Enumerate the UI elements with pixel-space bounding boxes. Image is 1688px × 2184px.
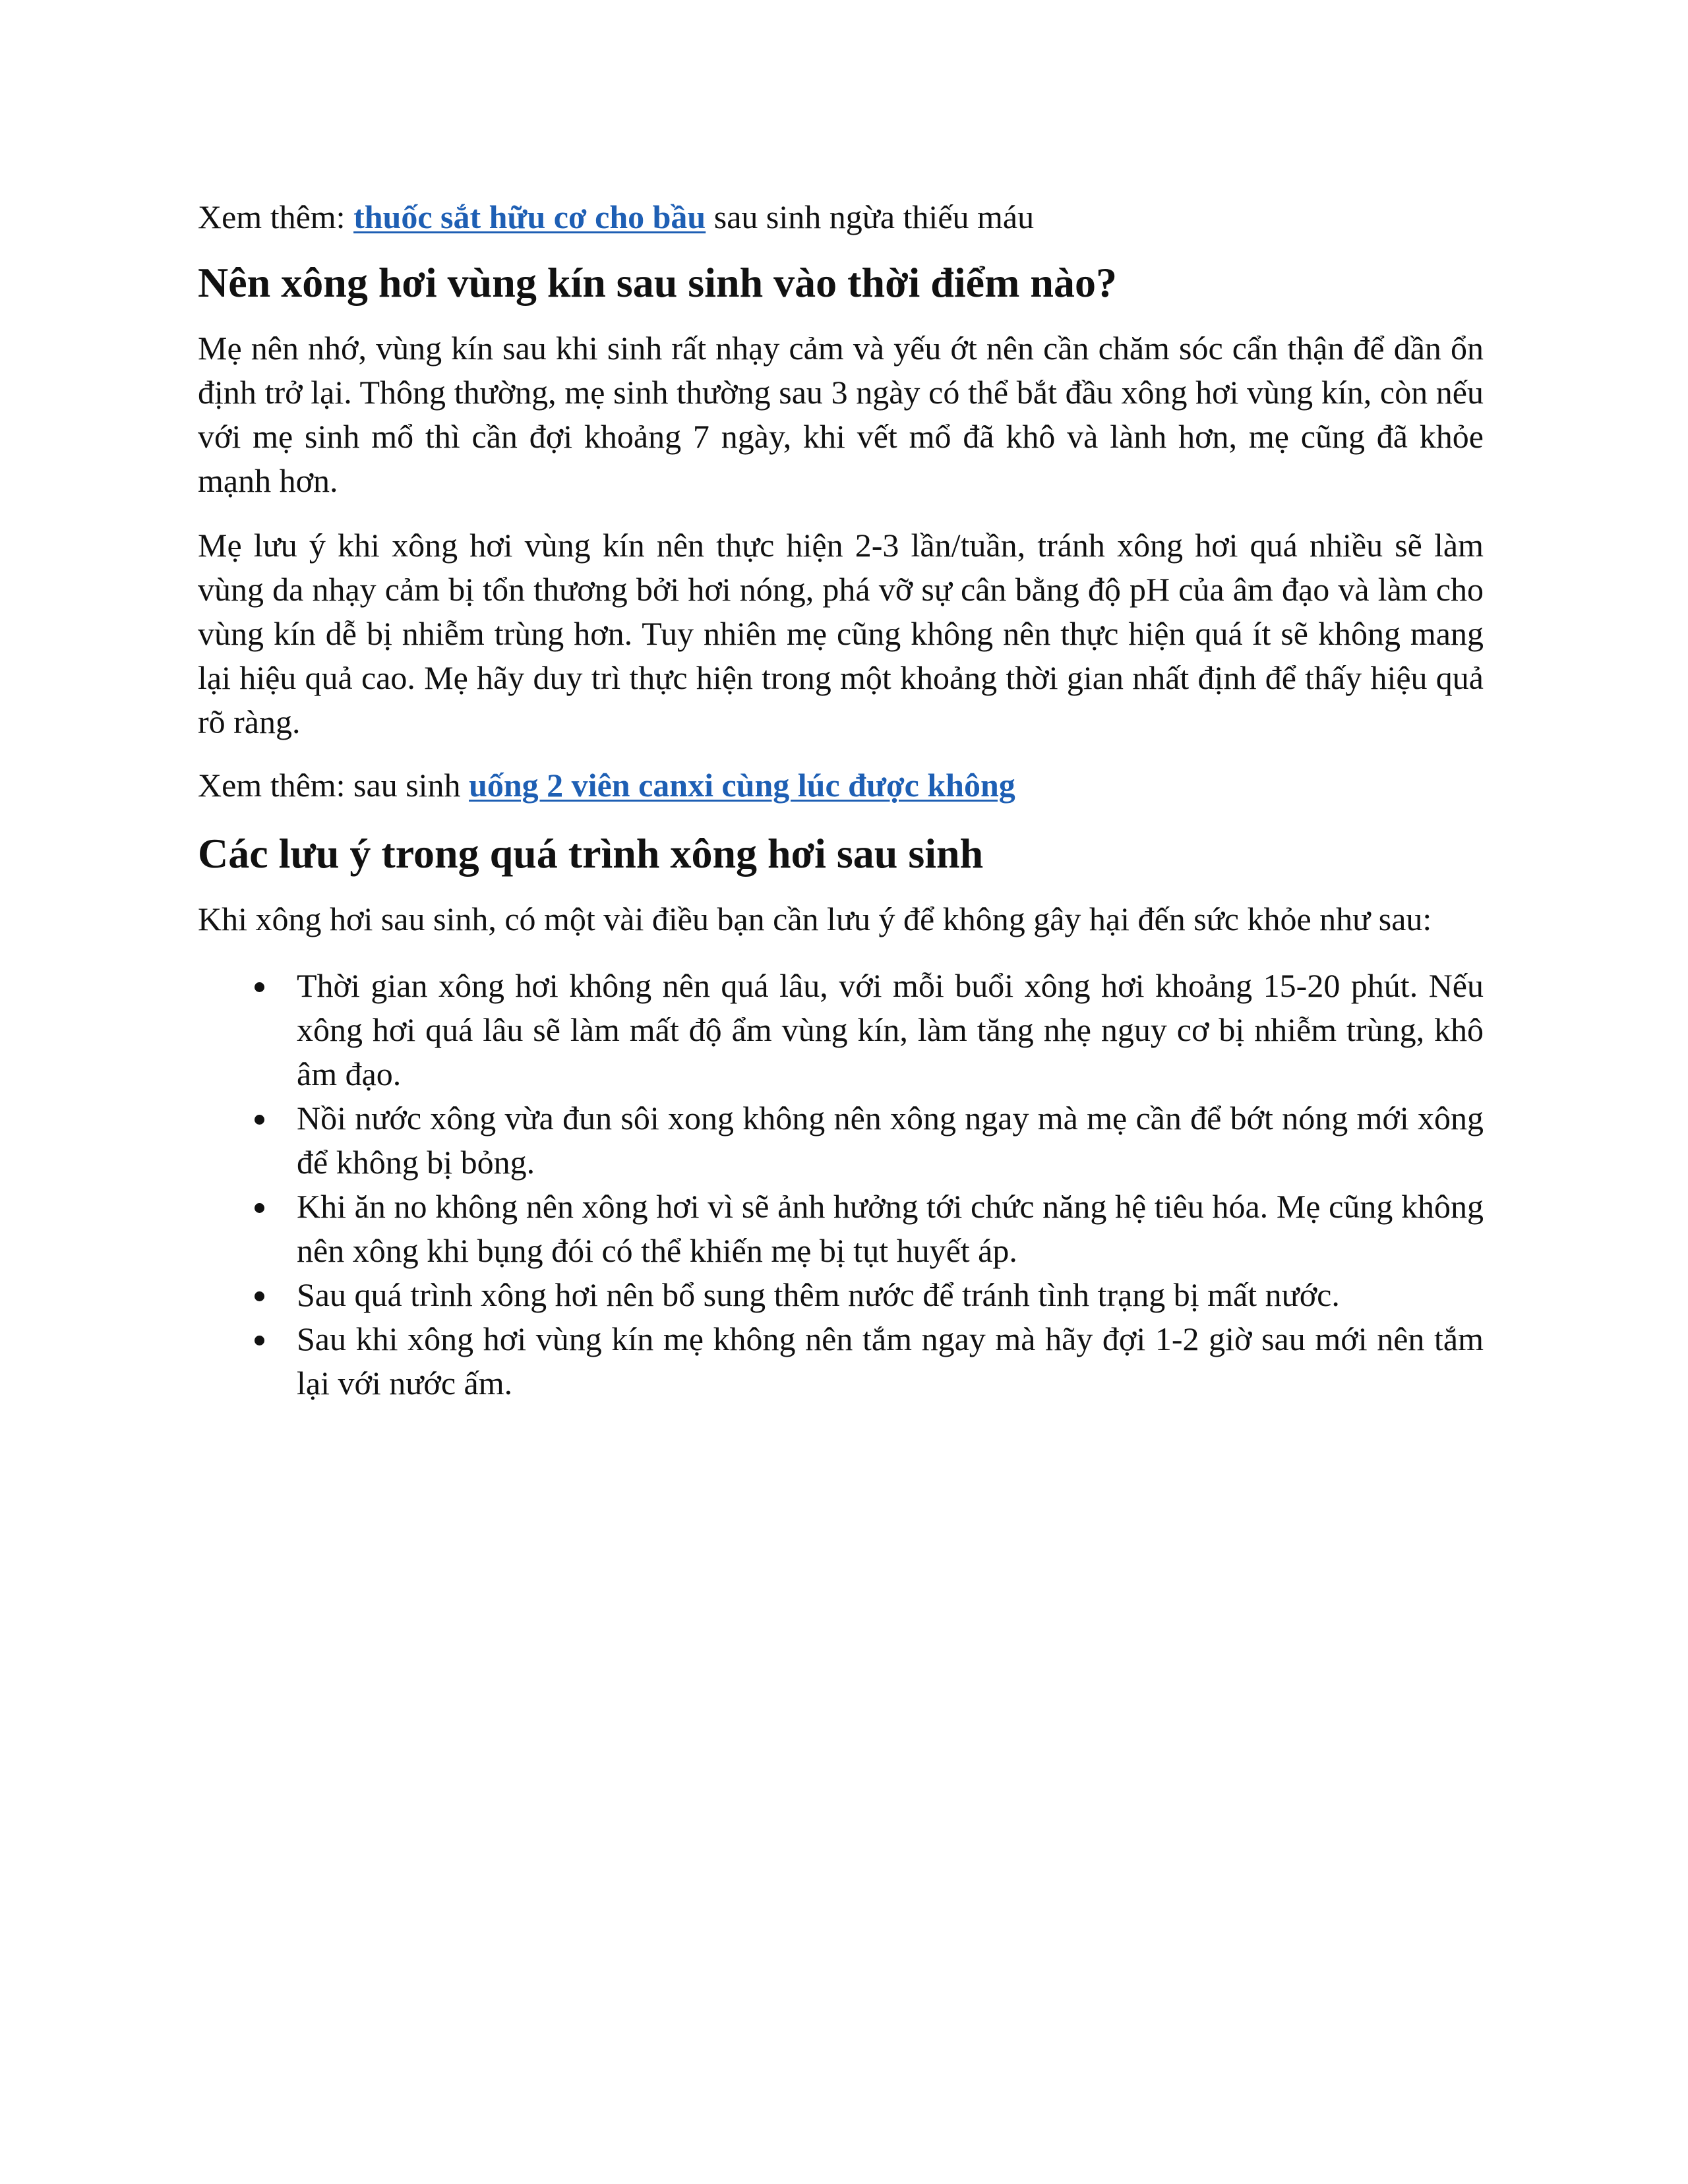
bullet-icon [255,1291,264,1301]
section-heading-timing: Nên xông hơi vùng kín sau sinh vào thời điểm nào? [198,259,1117,306]
see-also-line-calcium [198,763,1484,808]
tips-list [198,964,1484,1405]
list-item [198,1273,1484,1317]
paragraph-notes-intro: Khi xông hơi sau sinh, có một vài điều bạn cần lưu ý để không gây hại đến sức khỏe như sau: [198,900,1432,937]
bullet-icon [255,982,264,992]
list-item-text: Thời gian xông hơi không nên quá lâu, với mỗi buổi xông hơi khoảng 15-20 phút. Nếu xông hơi quá lâu sẽ làm mất độ ẩm vùng kín, làm tăng nhẹ nguy cơ bị nhiễm trùng, khô âm đạo. [297,967,1484,1092]
list-item [198,1096,1484,1185]
bullet-icon [255,1115,264,1125]
iron-supplement-link[interactable]: thuốc sắt hữu cơ cho bầu [353,198,706,235]
see-also-line [198,195,1484,239]
list-item [198,964,1484,1096]
section-heading-notes: Các lưu ý trong quá trình xông hơi sau sinh [198,830,984,877]
list-item [198,1317,1484,1405]
document-page [198,195,1484,1405]
bullet-icon [255,1203,264,1213]
see-also-prefix: Xem thêm: [198,198,354,235]
bullet-icon [255,1336,264,1345]
calcium-link[interactable]: uống 2 viên canxi cùng lúc được không [469,767,1015,804]
see-also-prefix: Xem thêm: sau sinh [198,767,469,804]
paragraph-frequency: Mẹ lưu ý khi xông hơi vùng kín nên thực hiện 2-3 lần/tuần, tránh xông hơi quá nhiều sẽ làm vùng da nhạy cảm bị tổn thương bởi hơi nóng, phá vỡ sự cân bằng độ pH của âm đạo và làm cho vùng kín dễ bị nhiễm trùng hơn. Tuy nhiên mẹ cũng không nên thực hiện quá ít sẽ không mang lại hiệu quả cao. Mẹ hãy duy trì thực hiện trong một khoảng thời gian nhất định để thấy hiệu quả rõ ràng. [198,527,1484,740]
list-item-text: Khi ăn no không nên xông hơi vì sẽ ảnh hưởng tới chức năng hệ tiêu hóa. Mẹ cũng không nên xông khi bụng đói có thể khiến mẹ bị tụt huyết áp. [297,1188,1484,1269]
list-item-text: Sau khi xông hơi vùng kín mẹ không nên tắm ngay mà hãy đợi 1-2 giờ sau mới nên tắm lại với nước ấm. [297,1320,1484,1402]
list-item [198,1185,1484,1273]
paragraph-timing: Mẹ nên nhớ, vùng kín sau khi sinh rất nhạy cảm và yếu ớt nên cần chăm sóc cẩn thận để dần ổn định trở lại. Thông thường, mẹ sinh thường sau 3 ngày có thể bắt đầu xông hơi vùng kín, còn nếu với mẹ sinh mổ thì cần đợi khoảng 7 ngày, khi vết mổ đã khô và lành hơn, mẹ cũng đã khỏe mạnh hơn. [198,330,1484,499]
see-also-suffix: sau sinh ngừa thiếu máu [706,198,1035,235]
list-item-text: Nồi nước xông vừa đun sôi xong không nên xông ngay mà mẹ cần để bớt nóng mới xông để không bị bỏng. [297,1100,1484,1181]
list-item-text: Sau quá trình xông hơi nên bổ sung thêm nước để tránh tình trạng bị mất nước. [297,1276,1340,1313]
